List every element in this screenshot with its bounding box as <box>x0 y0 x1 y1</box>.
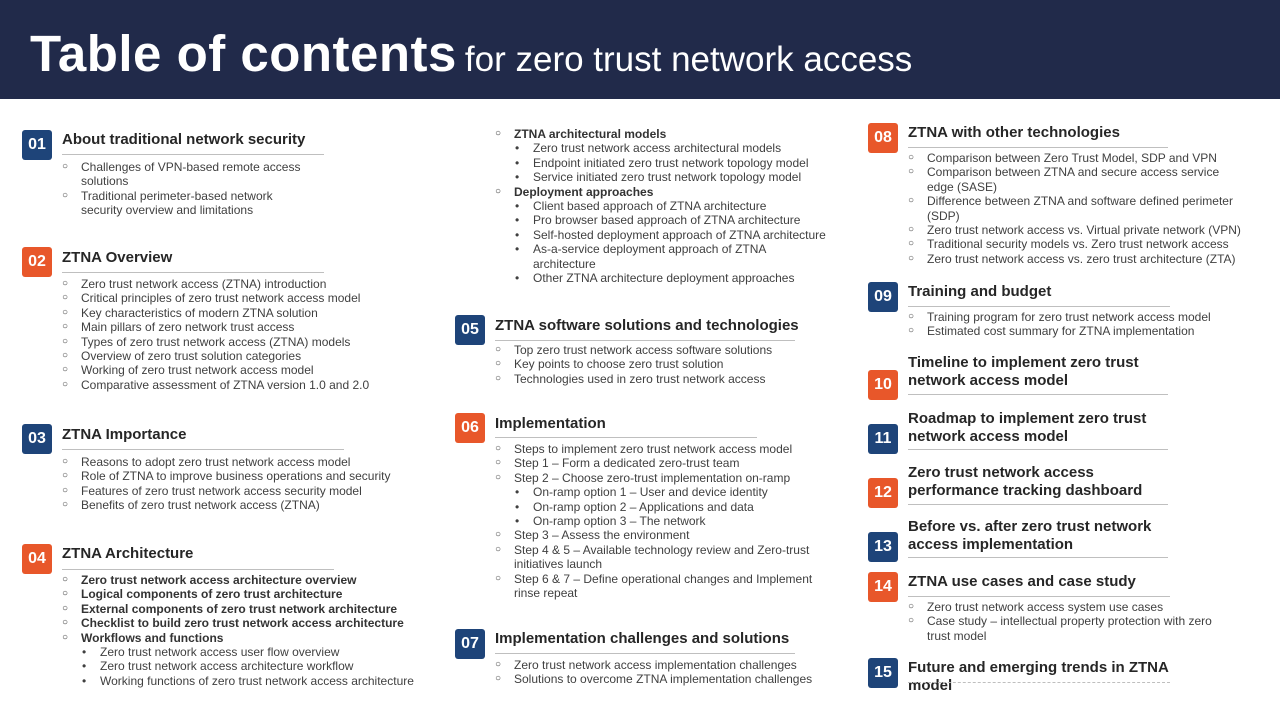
sub-items <box>514 485 815 528</box>
section-number-06: 06 <box>455 413 485 443</box>
section-title-06: Implementation <box>495 415 606 432</box>
sub-item: • Endpoint initiated zero trust network topology model <box>514 156 835 170</box>
section-title-05: ZTNA software solutions and technologies <box>495 317 799 334</box>
list-item: ○ Estimated cost summary for ZTNA implementation <box>908 324 1238 338</box>
section-divider <box>908 504 1168 505</box>
list-item: ○ Working of zero trust network access model <box>62 363 382 377</box>
header-bar <box>0 0 1280 99</box>
section-title-14: ZTNA use cases and case study <box>908 573 1136 590</box>
list-item: ○ Challenges of VPN-based remote access solutions <box>62 160 307 189</box>
list-item: ○ Zero trust network access (ZTNA) introduction <box>62 277 382 291</box>
list-item <box>495 127 835 185</box>
sub-items <box>514 141 835 184</box>
list-item: ○ Solutions to overcome ZTNA implementation challenges <box>495 672 835 686</box>
section-number-03: 03 <box>22 424 52 454</box>
sub-item: • Working functions of zero trust network access architecture <box>81 674 442 688</box>
list-item <box>495 471 815 529</box>
list-item: ○ Zero trust network access architecture overview <box>62 573 442 587</box>
list-item-label: ZTNA architectural models <box>514 127 667 141</box>
section-divider <box>62 154 324 155</box>
sub-item: • Zero trust network access user flow overview <box>81 645 442 659</box>
section-items-05 <box>495 343 825 386</box>
list-item: ○ Logical components of zero trust architecture <box>62 587 442 601</box>
list-item: ○ Zero trust network access vs. Virtual private network (VPN) <box>908 223 1243 237</box>
section-divider <box>495 340 795 341</box>
section-title-11-line2: network access model <box>908 428 1069 445</box>
section-divider <box>62 449 344 450</box>
section-number-10: 10 <box>868 370 898 400</box>
section-divider <box>62 569 334 570</box>
section-title-03: ZTNA Importance <box>62 426 187 443</box>
section-divider <box>495 437 757 438</box>
section-number-15: 15 <box>868 658 898 688</box>
list-item: ○ Step 1 – Form a dedicated zero-trust team <box>495 456 815 470</box>
list-item: ○ Technologies used in zero trust network access <box>495 372 825 386</box>
section-title-13-line2: access implementation <box>908 536 1074 553</box>
section-items-01 <box>62 160 307 218</box>
list-item: ○ Steps to implement zero trust network access model <box>495 442 815 456</box>
sub-item: • On-ramp option 1 – User and device identity <box>514 485 815 499</box>
list-item <box>495 185 835 286</box>
list-item: ○ Key characteristics of modern ZTNA solution <box>62 306 382 320</box>
section-number-14: 14 <box>868 572 898 602</box>
sub-item: • Other ZTNA architecture deployment approaches <box>514 271 835 285</box>
sub-item: • Client based approach of ZTNA architecture <box>514 199 835 213</box>
list-item: ○ Traditional perimeter-based network security overview and limitations <box>62 189 307 218</box>
section-number-02: 02 <box>22 247 52 277</box>
section-items-03 <box>62 455 392 513</box>
list-item: ○ Types of zero trust network access (ZTNA) models <box>62 335 382 349</box>
title-bold: Table of contents <box>30 25 457 82</box>
list-item: ○ Key points to choose zero trust solution <box>495 357 825 371</box>
section-title-13-line1: Before vs. after zero trust network <box>908 518 1152 535</box>
list-item: ○ Checklist to build zero trust network access architecture <box>62 616 442 630</box>
section-number-11: 11 <box>868 424 898 454</box>
section-title-07: Implementation challenges and solutions <box>495 630 790 647</box>
section-items-14 <box>908 600 1218 643</box>
list-item-label: Step 2 – Choose zero-trust implementation on-ramp <box>514 470 791 485</box>
section-items-04 <box>62 573 442 688</box>
sub-item: • Zero trust network access architectural models <box>514 141 835 155</box>
list-item: ○ Step 4 & 5 – Available technology review and Zero-trust initiatives launch <box>495 543 815 572</box>
section-title-10-line1: Timeline to implement zero trust <box>908 354 1139 371</box>
list-item: ○ External components of zero trust network architecture <box>62 602 442 616</box>
section-divider <box>495 653 795 654</box>
section-divider <box>908 449 1168 450</box>
list-item: ○ Zero trust network access system use cases <box>908 600 1218 614</box>
sub-item: • Pro browser based approach of ZTNA architecture <box>514 213 835 227</box>
section-items-08 <box>908 151 1243 266</box>
list-item <box>62 631 442 689</box>
sub-item: • On-ramp option 2 – Applications and data <box>514 500 815 514</box>
section-number-07: 07 <box>455 629 485 659</box>
section-title-08: ZTNA with other technologies <box>908 124 1120 141</box>
section-number-05: 05 <box>455 315 485 345</box>
section-divider <box>62 272 324 273</box>
section-number-08: 08 <box>868 123 898 153</box>
section-divider <box>908 557 1168 558</box>
list-item: ○ Traditional security models vs. Zero trust network access <box>908 237 1243 251</box>
sub-item: • Zero trust network access architecture workflow <box>81 659 442 673</box>
section-items-06 <box>495 442 815 600</box>
list-item: ○ Zero trust network access vs. zero trust architecture (ZTA) <box>908 252 1243 266</box>
section-items-02 <box>62 277 382 392</box>
list-item: ○ Role of ZTNA to improve business operations and security <box>62 469 392 483</box>
page-title <box>30 25 913 82</box>
list-item: ○ Case study – intellectual property protection with zero trust model <box>908 614 1217 643</box>
section-title-01: About traditional network security <box>62 131 306 148</box>
sub-items <box>514 199 835 285</box>
section-title-12-line2: performance tracking dashboard <box>908 482 1143 499</box>
section-title-02: ZTNA Overview <box>62 249 173 266</box>
section-items-09 <box>908 310 1238 339</box>
sub-item: • Self-hosted deployment approach of ZTNA architecture <box>514 228 835 242</box>
list-item: ○ Features of zero trust network access security model <box>62 484 392 498</box>
section-number-12: 12 <box>868 478 898 508</box>
list-item: ○ Training program for zero trust network access model <box>908 310 1238 324</box>
sub-item: • On-ramp option 3 – The network <box>514 514 815 528</box>
list-item: ○ Comparison between Zero Trust Model, SDP and VPN <box>908 151 1243 165</box>
section-title-09: Training and budget <box>908 283 1052 300</box>
list-item-label: Workflows and functions <box>81 630 224 645</box>
list-item-label: Deployment approaches <box>514 184 654 199</box>
list-item: ○ Main pillars of zero network trust access <box>62 320 382 334</box>
section-title-10-line2: network access model <box>908 372 1069 389</box>
section-number-04: 04 <box>22 544 52 574</box>
section-04-continued <box>495 127 835 285</box>
section-title-15: Future and emerging trends in ZTNA model <box>908 659 1169 694</box>
section-divider <box>908 306 1170 307</box>
section-title-11-line1: Roadmap to implement zero trust <box>908 410 1147 427</box>
list-item: ○ Zero trust network access implementation challenges <box>495 658 835 672</box>
section-divider <box>908 596 1170 597</box>
sub-items <box>81 645 442 688</box>
section-number-09: 09 <box>868 282 898 312</box>
list-item: ○ Comparison between ZTNA and secure access service edge (SASE) <box>908 165 1222 194</box>
list-item: ○ Step 3 – Assess the environment <box>495 528 815 542</box>
section-number-01: 01 <box>22 130 52 160</box>
section-number-13: 13 <box>868 532 898 562</box>
list-item: ○ Top zero trust network access software solutions <box>495 343 825 357</box>
list-item: ○ Comparative assessment of ZTNA version 1.0 and 2.0 <box>62 378 382 392</box>
section-items-07 <box>495 658 835 687</box>
section-divider <box>908 682 1170 683</box>
list-item: ○ Difference between ZTNA and software defined perimeter (SDP) <box>908 194 1247 223</box>
title-light: for zero trust network access <box>464 40 913 79</box>
section-divider <box>908 394 1168 395</box>
list-item: ○ Critical principles of zero trust network access model <box>62 291 382 305</box>
list-item: ○ Benefits of zero trust network access (ZTNA) <box>62 498 392 512</box>
list-item: ○ Reasons to adopt zero trust network access model <box>62 455 392 469</box>
section-divider <box>908 147 1168 148</box>
list-item: ○ Overview of zero trust solution categories <box>62 349 382 363</box>
sub-item: • As-a-service deployment approach of ZTNA architecture <box>514 242 783 271</box>
section-title-12-line1: Zero trust network access <box>908 464 1094 481</box>
list-item: ○ Step 6 & 7 – Define operational changes and Implement rinse repeat <box>495 572 815 601</box>
section-title-04: ZTNA Architecture <box>62 545 194 562</box>
sub-item: • Service initiated zero trust network topology model <box>514 170 835 184</box>
